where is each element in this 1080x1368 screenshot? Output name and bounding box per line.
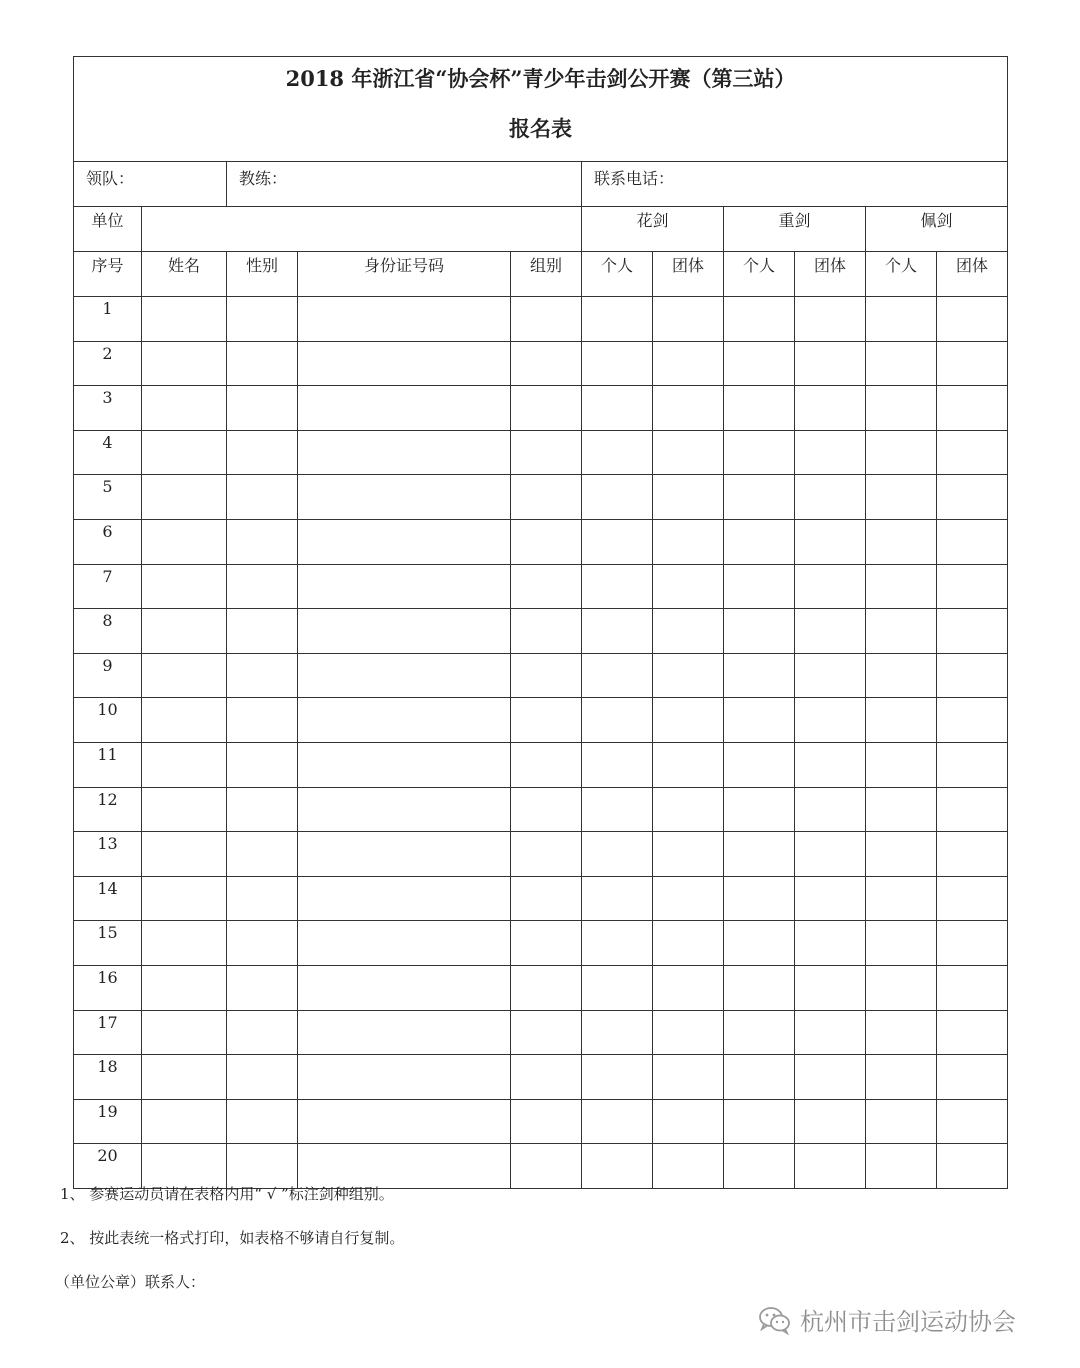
gender-cell[interactable] [227,1055,298,1100]
name-cell[interactable] [142,609,227,654]
col-header-epee-team: 团体 [795,252,866,297]
form-subtitle: 报名表 [509,116,573,141]
foil-team-cell[interactable] [653,297,724,342]
foil-individual-cell[interactable] [582,832,653,877]
sabre-team-cell[interactable] [937,876,1008,921]
watermark [758,1302,1016,1337]
sabre-team-cell[interactable] [937,564,1008,609]
row-number-cell [74,519,142,564]
gender-cell[interactable] [227,609,298,654]
foil-individual-cell[interactable] [582,430,653,475]
table-row [74,1055,1008,1100]
row-number-cell [74,430,142,475]
id-number-cell[interactable] [298,386,511,431]
sabre-team-cell[interactable] [937,519,1008,564]
gender-cell[interactable] [227,787,298,832]
col-header-sabre-individual: 个人 [866,252,937,297]
gender-cell[interactable] [227,742,298,787]
name-cell[interactable] [142,653,227,698]
gender-cell[interactable] [227,965,298,1010]
epee-team-cell[interactable] [795,341,866,386]
group-cell[interactable] [511,386,582,431]
table-row [74,742,1008,787]
name-cell[interactable] [142,430,227,475]
foil-team-cell[interactable] [653,341,724,386]
column-header-row [74,252,1008,297]
gender-cell[interactable] [227,876,298,921]
group-cell[interactable] [511,832,582,877]
row-number-cell [74,1055,142,1100]
table-row [74,475,1008,520]
epee-individual-cell[interactable] [724,1099,795,1144]
group-cell[interactable] [511,965,582,1010]
sabre-team-cell[interactable] [937,698,1008,743]
row-number-cell [74,1099,142,1144]
name-cell[interactable] [142,742,227,787]
epee-team-cell[interactable] [795,609,866,654]
gender-cell[interactable] [227,430,298,475]
sabre-individual-cell[interactable] [866,742,937,787]
epee-individual-cell[interactable] [724,742,795,787]
epee-team-cell[interactable] [795,742,866,787]
foil-individual-cell[interactable] [582,1099,653,1144]
id-number-cell[interactable] [298,832,511,877]
epee-individual-cell[interactable] [724,609,795,654]
table-row [74,876,1008,921]
foil-header: 花剑 [582,207,724,252]
table-row [74,519,1008,564]
foil-individual-cell[interactable] [582,653,653,698]
foil-team-cell[interactable] [653,742,724,787]
row-number: 19 [97,1101,118,1121]
group-cell[interactable] [511,787,582,832]
row-number-cell [74,564,142,609]
col-header-gender: 性别 [227,252,298,297]
epee-team-cell[interactable] [795,787,866,832]
name-cell[interactable] [142,341,227,386]
group-cell[interactable] [511,297,582,342]
group-cell[interactable] [511,1055,582,1100]
row-number-cell [74,1010,142,1055]
foil-individual-cell[interactable] [582,698,653,743]
row-number: 16 [97,967,118,987]
row-number: 8 [102,611,113,631]
name-cell[interactable] [142,297,227,342]
gender-cell[interactable] [227,1099,298,1144]
epee-team-cell[interactable] [795,297,866,342]
epee-individual-cell[interactable] [724,876,795,921]
id-number-cell[interactable] [298,519,511,564]
row-number: 9 [102,655,113,675]
id-number-cell[interactable] [298,698,511,743]
gender-cell[interactable] [227,698,298,743]
row-number-cell [74,876,142,921]
unit-label: 单位 [91,211,124,230]
row-number: 15 [97,923,118,943]
sabre-team-cell[interactable] [937,1099,1008,1144]
col-header-foil-individual: 个人 [582,252,653,297]
row-number: 14 [97,878,118,898]
name-cell[interactable] [142,1099,227,1144]
foil-team-cell[interactable] [653,1055,724,1100]
epee-individual-cell[interactable] [724,519,795,564]
id-number-cell[interactable] [298,787,511,832]
row-number-cell [74,341,142,386]
leader-field[interactable] [74,162,227,207]
table-row [74,787,1008,832]
form-title-cell [74,57,1008,162]
row-number: 2 [102,343,113,363]
epee-team-cell[interactable] [795,519,866,564]
note-1: 1、 参赛运动员请在表格内用“ √ ”标注剑种组别。 [60,1185,394,1203]
foil-individual-cell[interactable] [582,609,653,654]
epee-team-cell[interactable] [795,475,866,520]
foil-team-cell[interactable] [653,1144,724,1189]
foil-individual-cell[interactable] [582,475,653,520]
id-number-cell[interactable] [298,965,511,1010]
foil-individual-cell[interactable] [582,965,653,1010]
gender-cell[interactable] [227,341,298,386]
gender-cell[interactable] [227,921,298,966]
foil-team-cell[interactable] [653,564,724,609]
row-number: 4 [102,432,113,452]
group-cell[interactable] [511,430,582,475]
id-number-cell[interactable] [298,1010,511,1055]
table-row [74,430,1008,475]
epee-team-cell[interactable] [795,832,866,877]
gender-cell[interactable] [227,564,298,609]
group-cell[interactable] [511,519,582,564]
epee-team-cell[interactable] [795,965,866,1010]
gender-cell[interactable] [227,297,298,342]
epee-individual-cell[interactable] [724,1055,795,1100]
id-number-cell[interactable] [298,1144,511,1189]
group-cell[interactable] [511,698,582,743]
sabre-team-cell[interactable] [937,1144,1008,1189]
registration-form-table [73,56,1008,1189]
sabre-individual-cell[interactable] [866,297,937,342]
gender-cell[interactable] [227,1144,298,1189]
sabre-team-cell[interactable] [937,787,1008,832]
foil-team-cell[interactable] [653,921,724,966]
row-number-cell [74,475,142,520]
form-title: 2018 年浙江省“协会杯”青少年击剑公开赛（第三站） [285,66,796,91]
sabre-individual-cell[interactable] [866,653,937,698]
row-number-cell [74,297,142,342]
epee-individual-cell[interactable] [724,475,795,520]
foil-team-cell[interactable] [653,653,724,698]
epee-individual-cell[interactable] [724,787,795,832]
group-cell[interactable] [511,609,582,654]
row-number: 5 [102,477,113,497]
id-number-cell[interactable] [298,1055,511,1100]
sabre-team-cell[interactable] [937,475,1008,520]
id-number-cell[interactable] [298,297,511,342]
epee-team-cell[interactable] [795,1010,866,1055]
id-number-cell[interactable] [298,430,511,475]
name-cell[interactable] [142,519,227,564]
foil-team-cell[interactable] [653,965,724,1010]
row-number: 7 [102,566,113,586]
table-row [74,1010,1008,1055]
row-number: 11 [97,744,118,764]
table-row [74,832,1008,877]
name-cell[interactable] [142,475,227,520]
sabre-individual-cell[interactable] [866,519,937,564]
coach-label: 教练： [239,169,288,188]
sabre-individual-cell[interactable] [866,1055,937,1100]
table-row [74,698,1008,743]
row-number: 20 [97,1146,118,1166]
id-number-cell[interactable] [298,1099,511,1144]
sabre-individual-cell[interactable] [866,341,937,386]
foil-individual-cell[interactable] [582,564,653,609]
id-number-cell[interactable] [298,341,511,386]
table-row [74,653,1008,698]
gender-cell[interactable] [227,1010,298,1055]
group-cell[interactable] [511,564,582,609]
foil-individual-cell[interactable] [582,297,653,342]
col-header-name: 姓名 [142,252,227,297]
epee-team-cell[interactable] [795,921,866,966]
foil-individual-cell[interactable] [582,519,653,564]
sabre-team-cell[interactable] [937,297,1008,342]
epee-team-cell[interactable] [795,430,866,475]
sabre-team-cell[interactable] [937,1010,1008,1055]
col-header-number: 序号 [74,252,142,297]
foil-individual-cell[interactable] [582,341,653,386]
epee-team-cell[interactable] [795,1099,866,1144]
foil-team-cell[interactable] [653,1010,724,1055]
sabre-individual-cell[interactable] [866,475,937,520]
foil-team-cell[interactable] [653,386,724,431]
foil-individual-cell[interactable] [582,921,653,966]
sabre-team-cell[interactable] [937,653,1008,698]
epee-individual-cell[interactable] [724,832,795,877]
name-cell[interactable] [142,787,227,832]
name-cell[interactable] [142,564,227,609]
epee-individual-cell[interactable] [724,921,795,966]
foil-team-cell[interactable] [653,787,724,832]
col-header-sabre-team: 团体 [937,252,1008,297]
group-cell[interactable] [511,1010,582,1055]
sabre-individual-cell[interactable] [866,430,937,475]
sabre-header: 佩剑 [866,207,1008,252]
epee-individual-cell[interactable] [724,564,795,609]
sabre-team-cell[interactable] [937,921,1008,966]
name-cell[interactable] [142,1144,227,1189]
epee-team-cell[interactable] [795,1055,866,1100]
gender-cell[interactable] [227,653,298,698]
unit-label-cell [74,207,142,252]
id-number-cell[interactable] [298,876,511,921]
row-number-cell [74,965,142,1010]
group-cell[interactable] [511,742,582,787]
foil-individual-cell[interactable] [582,1055,653,1100]
epee-individual-cell[interactable] [724,1144,795,1189]
id-number-cell[interactable] [298,921,511,966]
unit-field[interactable] [142,207,582,252]
row-number-cell [74,1144,142,1189]
table-row [74,609,1008,654]
table-row [74,1099,1008,1144]
row-number: 3 [102,388,113,408]
row-number: 1 [102,299,113,318]
table-row [74,965,1008,1010]
foil-team-cell[interactable] [653,832,724,877]
name-cell[interactable] [142,832,227,877]
epee-individual-cell[interactable] [724,430,795,475]
foil-individual-cell[interactable] [582,876,653,921]
row-number: 18 [97,1057,118,1077]
table-row [74,564,1008,609]
row-number-cell [74,832,142,877]
row-number-cell [74,742,142,787]
row-number: 10 [97,700,118,720]
foil-individual-cell[interactable] [582,742,653,787]
table-row [74,921,1008,966]
epee-individual-cell[interactable] [724,386,795,431]
row-number: 13 [97,834,118,854]
foil-team-cell[interactable] [653,698,724,743]
row-number-cell [74,698,142,743]
row-number-cell [74,787,142,832]
epee-individual-cell[interactable] [724,297,795,342]
gender-cell[interactable] [227,832,298,877]
epee-individual-cell[interactable] [724,965,795,1010]
sabre-individual-cell[interactable] [866,1144,937,1189]
row-number: 12 [97,789,118,809]
col-header-foil-team: 团体 [653,252,724,297]
sabre-team-cell[interactable] [937,430,1008,475]
row-number-cell [74,653,142,698]
epee-team-cell[interactable] [795,876,866,921]
name-cell[interactable] [142,876,227,921]
row-number: 6 [102,521,113,541]
epee-team-cell[interactable] [795,1144,866,1189]
group-cell[interactable] [511,341,582,386]
foil-individual-cell[interactable] [582,386,653,431]
foil-team-cell[interactable] [653,876,724,921]
group-cell[interactable] [511,876,582,921]
note-2: 2、 按此表统一格式打印，如表格不够请自行复制。 [60,1229,405,1247]
row-number-cell [74,609,142,654]
sabre-individual-cell[interactable] [866,876,937,921]
epee-team-cell[interactable] [795,386,866,431]
sabre-team-cell[interactable] [937,965,1008,1010]
name-cell[interactable] [142,1055,227,1100]
name-cell[interactable] [142,965,227,1010]
col-header-epee-individual: 个人 [724,252,795,297]
foil-team-cell[interactable] [653,430,724,475]
col-header-group: 组别 [511,252,582,297]
epee-individual-cell[interactable] [724,1010,795,1055]
id-number-cell[interactable] [298,475,511,520]
group-cell[interactable] [511,921,582,966]
group-cell[interactable] [511,1099,582,1144]
sabre-individual-cell[interactable] [866,698,937,743]
id-number-cell[interactable] [298,742,511,787]
row-number: 17 [97,1012,118,1032]
sabre-individual-cell[interactable] [866,832,937,877]
name-cell[interactable] [142,698,227,743]
coach-field[interactable] [227,162,582,207]
name-cell[interactable] [142,386,227,431]
foil-team-cell[interactable] [653,519,724,564]
epee-team-cell[interactable] [795,698,866,743]
foil-individual-cell[interactable] [582,1010,653,1055]
sabre-individual-cell[interactable] [866,965,937,1010]
gender-cell[interactable] [227,475,298,520]
gender-cell[interactable] [227,386,298,431]
table-row [74,297,1008,342]
name-cell[interactable] [142,921,227,966]
watermark-text: 杭州市击剑运动协会 [800,1308,1016,1336]
phone-field[interactable] [582,162,1008,207]
gender-cell[interactable] [227,519,298,564]
epee-individual-cell[interactable] [724,653,795,698]
sabre-team-cell[interactable] [937,742,1008,787]
sabre-team-cell[interactable] [937,386,1008,431]
wechat-icon [758,1305,792,1335]
foil-individual-cell[interactable] [582,1144,653,1189]
name-cell[interactable] [142,1010,227,1055]
foil-team-cell[interactable] [653,609,724,654]
sabre-individual-cell[interactable] [866,921,937,966]
row-number-cell [74,386,142,431]
epee-individual-cell[interactable] [724,341,795,386]
foil-team-cell[interactable] [653,1099,724,1144]
sabre-individual-cell[interactable] [866,386,937,431]
epee-team-cell[interactable] [795,564,866,609]
epee-team-cell[interactable] [795,653,866,698]
sabre-individual-cell[interactable] [866,1099,937,1144]
sabre-team-cell[interactable] [937,341,1008,386]
table-row [74,341,1008,386]
col-header-id-number: 身份证号码 [298,252,511,297]
group-cell[interactable] [511,1144,582,1189]
table-row [74,1144,1008,1189]
sabre-individual-cell[interactable] [866,609,937,654]
group-cell[interactable] [511,653,582,698]
sabre-team-cell[interactable] [937,832,1008,877]
phone-label: 联系电话： [594,169,675,188]
foil-team-cell[interactable] [653,475,724,520]
row-number-cell [74,921,142,966]
epee-individual-cell[interactable] [724,698,795,743]
table-row [74,386,1008,431]
leader-label: 领队： [86,169,135,188]
epee-header: 重剑 [724,207,866,252]
sabre-individual-cell[interactable] [866,564,937,609]
note-seal-contact: （单位公章）联系人： [55,1273,206,1291]
sabre-team-cell[interactable] [937,1055,1008,1100]
group-cell[interactable] [511,475,582,520]
sabre-individual-cell[interactable] [866,1010,937,1055]
sabre-team-cell[interactable] [937,609,1008,654]
id-number-cell[interactable] [298,609,511,654]
id-number-cell[interactable] [298,564,511,609]
id-number-cell[interactable] [298,653,511,698]
foil-individual-cell[interactable] [582,787,653,832]
sabre-individual-cell[interactable] [866,787,937,832]
